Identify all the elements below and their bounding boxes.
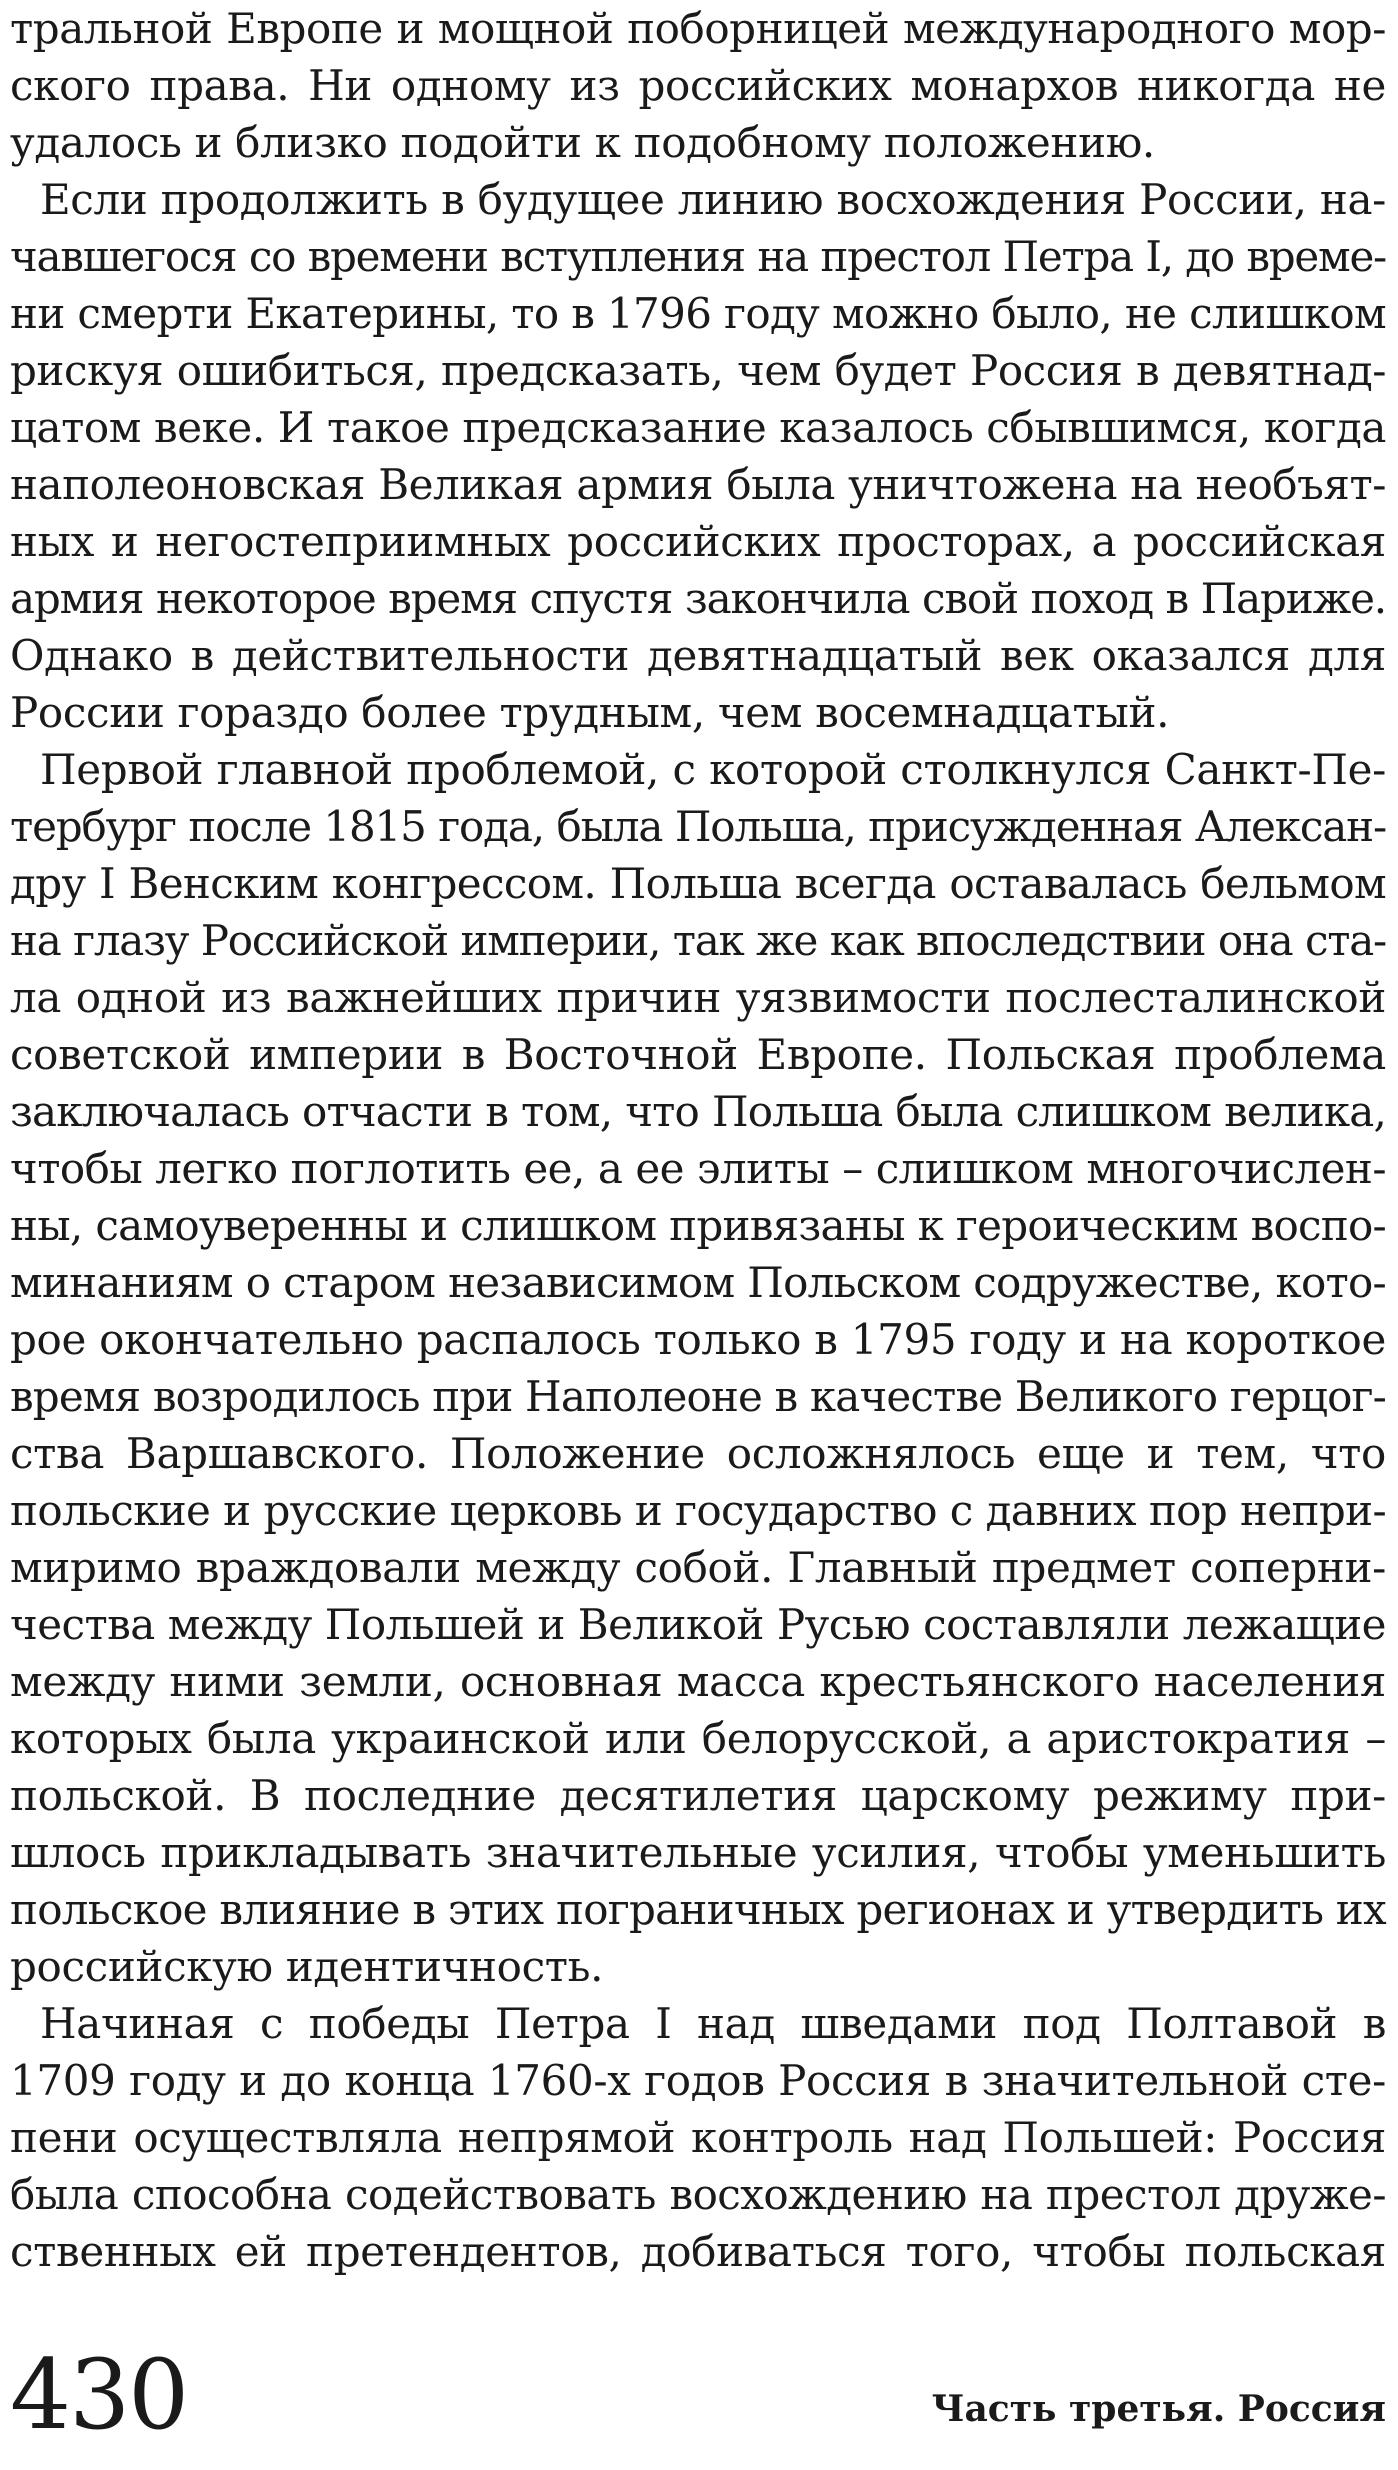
text-line: шлось прикладывать значительные усилия, чтобы уменьшить bbox=[10, 1828, 1386, 1877]
text-line: армия некоторое время спустя закончила свой поход в Париже. bbox=[10, 574, 1386, 623]
page-footer bbox=[0, 2340, 1398, 2450]
text-line: ни смерти Екатерины, то в 1796 году можно было, не слишком bbox=[10, 289, 1386, 338]
text-line: российскую идентичность. bbox=[10, 1942, 604, 1991]
text-line: рискуя ошибиться, предсказать, чем будет Россия в девятнад- bbox=[10, 346, 1386, 395]
text-line: России гораздо более трудным, чем восемнадцатый. bbox=[10, 688, 1170, 737]
text-line: удалось и близко подойти к подобному положению. bbox=[10, 118, 1155, 167]
text-line: миримо враждовали между собой. Главный предмет соперни- bbox=[10, 1543, 1386, 1592]
text-line: тральной Европе и мощной поборницей международного мор- bbox=[10, 4, 1386, 53]
text-line: время возродилось при Наполеоне в качестве Великого герцог- bbox=[10, 1372, 1386, 1421]
text-line: Однако в действительности девятнадцатый век оказался для bbox=[10, 631, 1386, 680]
text-line: ственных ей претендентов, добиваться того, чтобы польская bbox=[10, 2227, 1386, 2276]
text-line: ных и негостеприимных российских просторах, а российская bbox=[10, 517, 1386, 566]
text-line: 1709 году и до конца 1760-х годов Россия в значительной сте- bbox=[10, 2056, 1386, 2105]
text-line: между ними земли, основная масса крестьянского населения bbox=[10, 1657, 1386, 1706]
text-line: чтобы легко поглотить ее, а ее элиты – слишком многочислен- bbox=[10, 1144, 1386, 1193]
text-line: чества между Польшей и Великой Русью составляли лежащие bbox=[10, 1600, 1386, 1649]
body-text bbox=[10, 0, 1386, 2280]
text-line: польской. В последние десятилетия царскому режиму при- bbox=[10, 1771, 1386, 1820]
text-line: тербург после 1815 года, была Польша, присужденная Алексан- bbox=[10, 802, 1386, 851]
text-line: ны, самоуверенны и слишком привязаны к героическим воспо- bbox=[10, 1201, 1386, 1250]
text-line: на глазу Российской империи, так же как впоследствии она ста- bbox=[10, 916, 1386, 965]
text-line: цатом веке. И такое предсказание казалось сбывшимся, когда bbox=[10, 403, 1386, 452]
text-line: минаниям о старом независимом Польском содружестве, кото- bbox=[10, 1258, 1386, 1307]
text-line: пени осуществляла непрямой контроль над Польшей: Россия bbox=[10, 2113, 1386, 2162]
text-line: которых была украинской или белорусской, а аристократия – bbox=[10, 1714, 1386, 1763]
text-line: ства Варшавского. Положение осложнялось еще и тем, что bbox=[10, 1429, 1386, 1478]
text-line: была способна содействовать восхождению на престол друже- bbox=[10, 2170, 1386, 2219]
text-line: ского права. Ни одному из российских монархов никогда не bbox=[10, 61, 1386, 110]
text-line: чавшегося со времени вступления на престол Петра I, до време- bbox=[10, 232, 1386, 281]
running-head: Часть третья. Россия bbox=[931, 2388, 1386, 2430]
text-line: дру I Венским конгрессом. Польша всегда оставалась бельмом bbox=[10, 859, 1386, 908]
text-line: рое окончательно распалось только в 1795 году и на короткое bbox=[10, 1315, 1386, 1364]
page-number: 430 bbox=[10, 2339, 188, 2451]
text-line: польское влияние в этих пограничных регионах и утвердить их bbox=[10, 1885, 1386, 1934]
text-line: Первой главной проблемой, с которой столкнулся Санкт-Пе- bbox=[40, 745, 1386, 794]
text-line: заключалась отчасти в том, что Польша была слишком велика, bbox=[10, 1087, 1386, 1136]
text-line: Если продолжить в будущее линию восхождения России, на- bbox=[40, 175, 1386, 224]
text-line: советской империи в Восточной Европе. Польская проблема bbox=[10, 1030, 1386, 1079]
text-line: наполеоновская Великая армия была уничтожена на необъят- bbox=[10, 460, 1386, 509]
text-line: ла одной из важнейших причин уязвимости послесталинской bbox=[10, 973, 1386, 1022]
text-line: Начиная с победы Петра I над шведами под Полтавой в bbox=[40, 1999, 1386, 2048]
text-line: польские и русские церковь и государство с давних пор непри- bbox=[10, 1486, 1386, 1535]
